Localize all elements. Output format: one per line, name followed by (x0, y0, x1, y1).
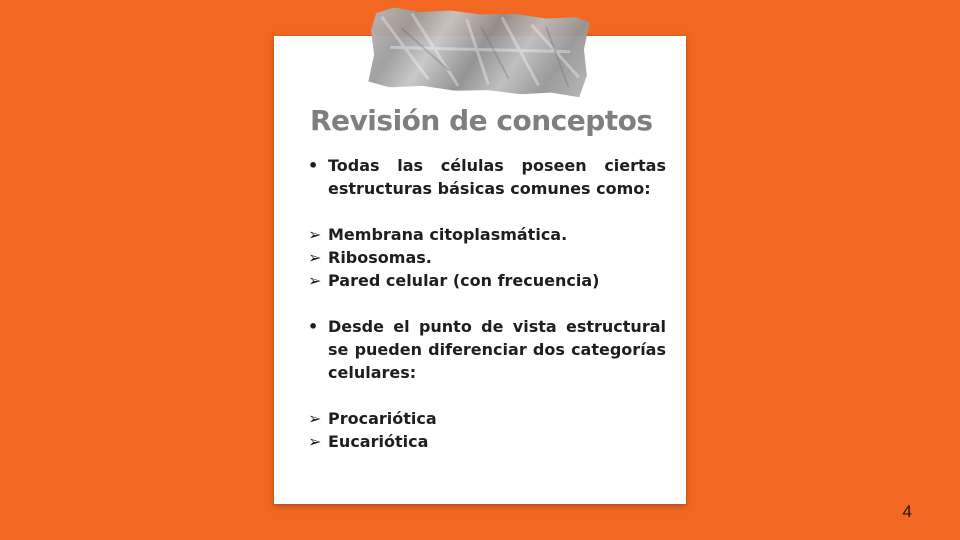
list-item-text: Membrana citoplasmática. (328, 225, 568, 244)
page-number: 4 (902, 502, 912, 521)
list-item (308, 246, 666, 269)
bullet-item (308, 154, 666, 200)
bullet-text: Todas las células poseen ciertas estructuras básicas comunes como: (328, 156, 666, 198)
arrowhead-bullet-icon: ➢ (308, 225, 322, 244)
list-item-text: Ribosomas. (328, 248, 432, 267)
arrowhead-bullet-icon: ➢ (308, 271, 322, 290)
list-item-text: Pared celular (con frecuencia) (328, 271, 600, 290)
list-item (308, 430, 666, 453)
list-item-text: Procariótica (328, 409, 437, 428)
slide-title: Revisión de conceptos (310, 104, 653, 137)
slide-content (308, 154, 666, 453)
list-item (308, 407, 666, 430)
list-item (308, 269, 666, 292)
list-item (308, 223, 666, 246)
bullet-dot-icon: • (308, 317, 319, 336)
arrowhead-bullet-icon: ➢ (308, 248, 322, 267)
arrowhead-bullet-icon: ➢ (308, 409, 322, 428)
bullet-item (308, 315, 666, 384)
bullet-dot-icon: • (308, 156, 319, 175)
tape-strip (368, 6, 590, 97)
list-item-text: Eucariótica (328, 432, 429, 451)
bullet-text: Desde el punto de vista estructural se pueden diferenciar dos categorías celulares: (328, 317, 666, 382)
arrowhead-bullet-icon: ➢ (308, 432, 322, 451)
